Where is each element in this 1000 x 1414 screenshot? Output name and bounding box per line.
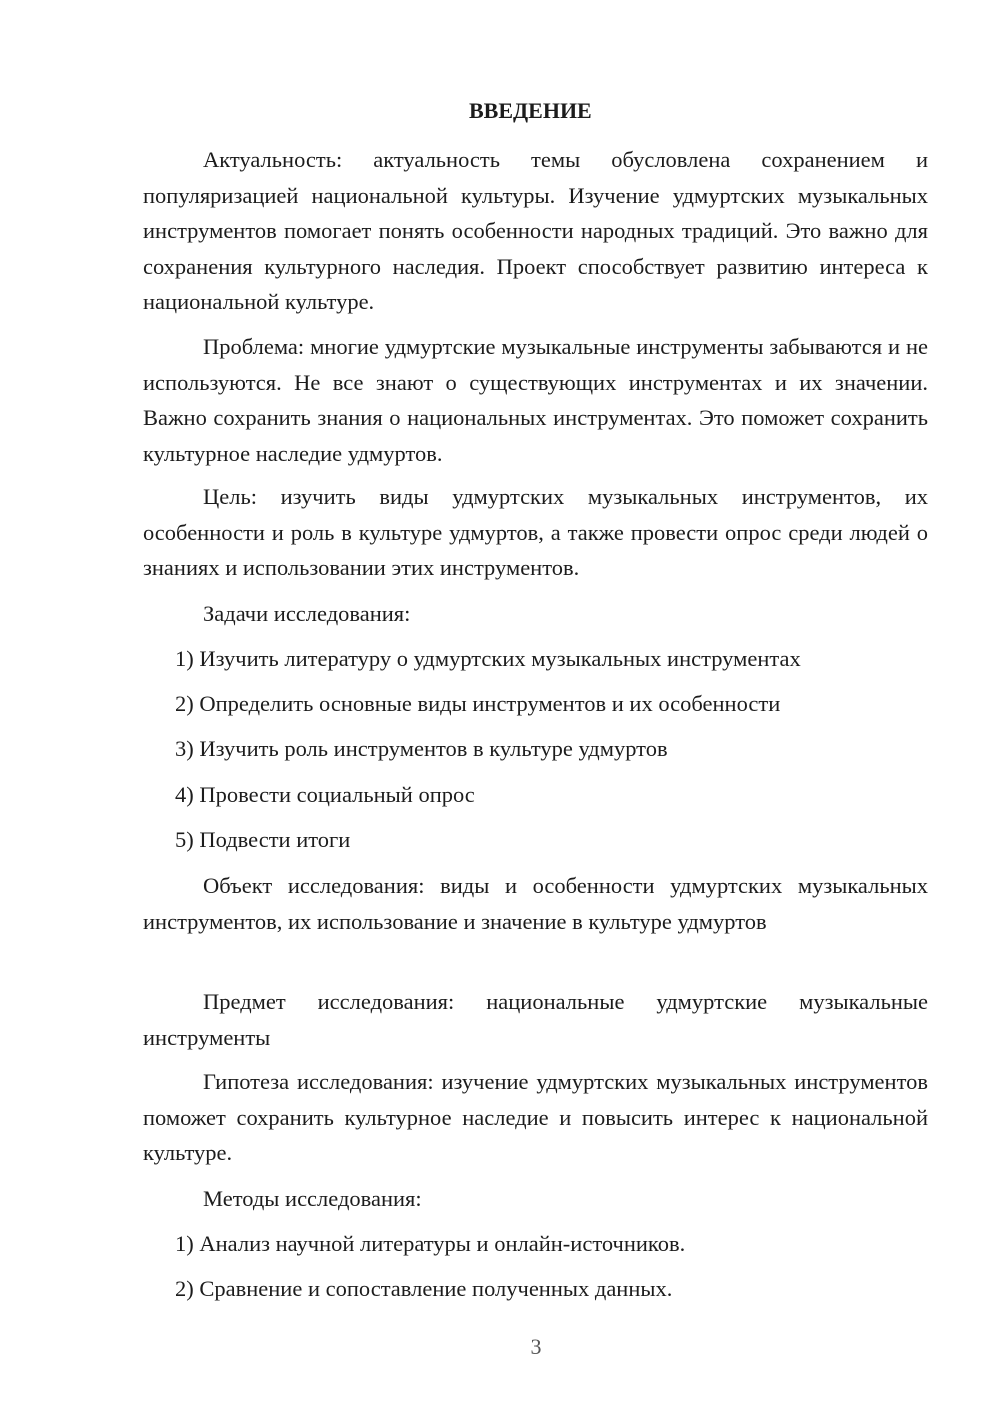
task-item: 5) Подвести итоги bbox=[175, 827, 351, 852]
paragraph-problem: Проблема: многие удмуртские музыкальные инструменты забываются и не используются. Не все знают о существующих инструментах и их значении. Важно сохранить знания о национальных инструментах. Это поможет сохранить культурное наследие удмуртов. bbox=[143, 334, 928, 466]
methods-title: Методы исследования: bbox=[203, 1186, 422, 1211]
task-item: 4) Провести социальный опрос bbox=[175, 782, 475, 807]
paragraph-object: Объект исследования: виды и особенности удмуртских музыкальных инструментов, их использование и значение в культуре удмуртов bbox=[143, 873, 928, 934]
paragraph-relevance: Актуальность: актуальность темы обусловлена сохранением и популяризацией национальной культуры. Изучение удмуртских музыкальных инструментов помогает понять особенности народных традиций. Это важно для сохранения культурного наследия. Проект способствует развитию интереса к национальной культуре. bbox=[143, 147, 928, 314]
tasks-title: Задачи исследования: bbox=[203, 601, 411, 626]
method-item: 1) Анализ научной литературы и онлайн-источников. bbox=[175, 1231, 686, 1256]
section-heading: ВВЕДЕНИЕ bbox=[469, 98, 592, 123]
page-number: 3 bbox=[530, 1334, 542, 1359]
task-item: 2) Определить основные виды инструментов и их особенности bbox=[175, 691, 781, 716]
paragraph-goal: Цель: изучить виды удмуртских музыкальных инструментов, их особенности и роль в культуре удмуртов, а также провести опрос среди людей о знаниях и использовании этих инструментов. bbox=[143, 484, 928, 580]
task-item: 1) Изучить литературу о удмуртских музыкальных инструментах bbox=[175, 646, 801, 671]
task-item: 3) Изучить роль инструментов в культуре удмуртов bbox=[175, 736, 668, 761]
method-item: 2) Сравнение и сопоставление полученных данных. bbox=[175, 1276, 673, 1301]
paragraph-subject: Предмет исследования: национальные удмуртские музыкальные инструменты bbox=[143, 989, 928, 1050]
paragraph-hypothesis: Гипотеза исследования: изучение удмуртских музыкальных инструментов поможет сохранить культурное наследие и повысить интерес к национальной культуре. bbox=[143, 1069, 928, 1165]
